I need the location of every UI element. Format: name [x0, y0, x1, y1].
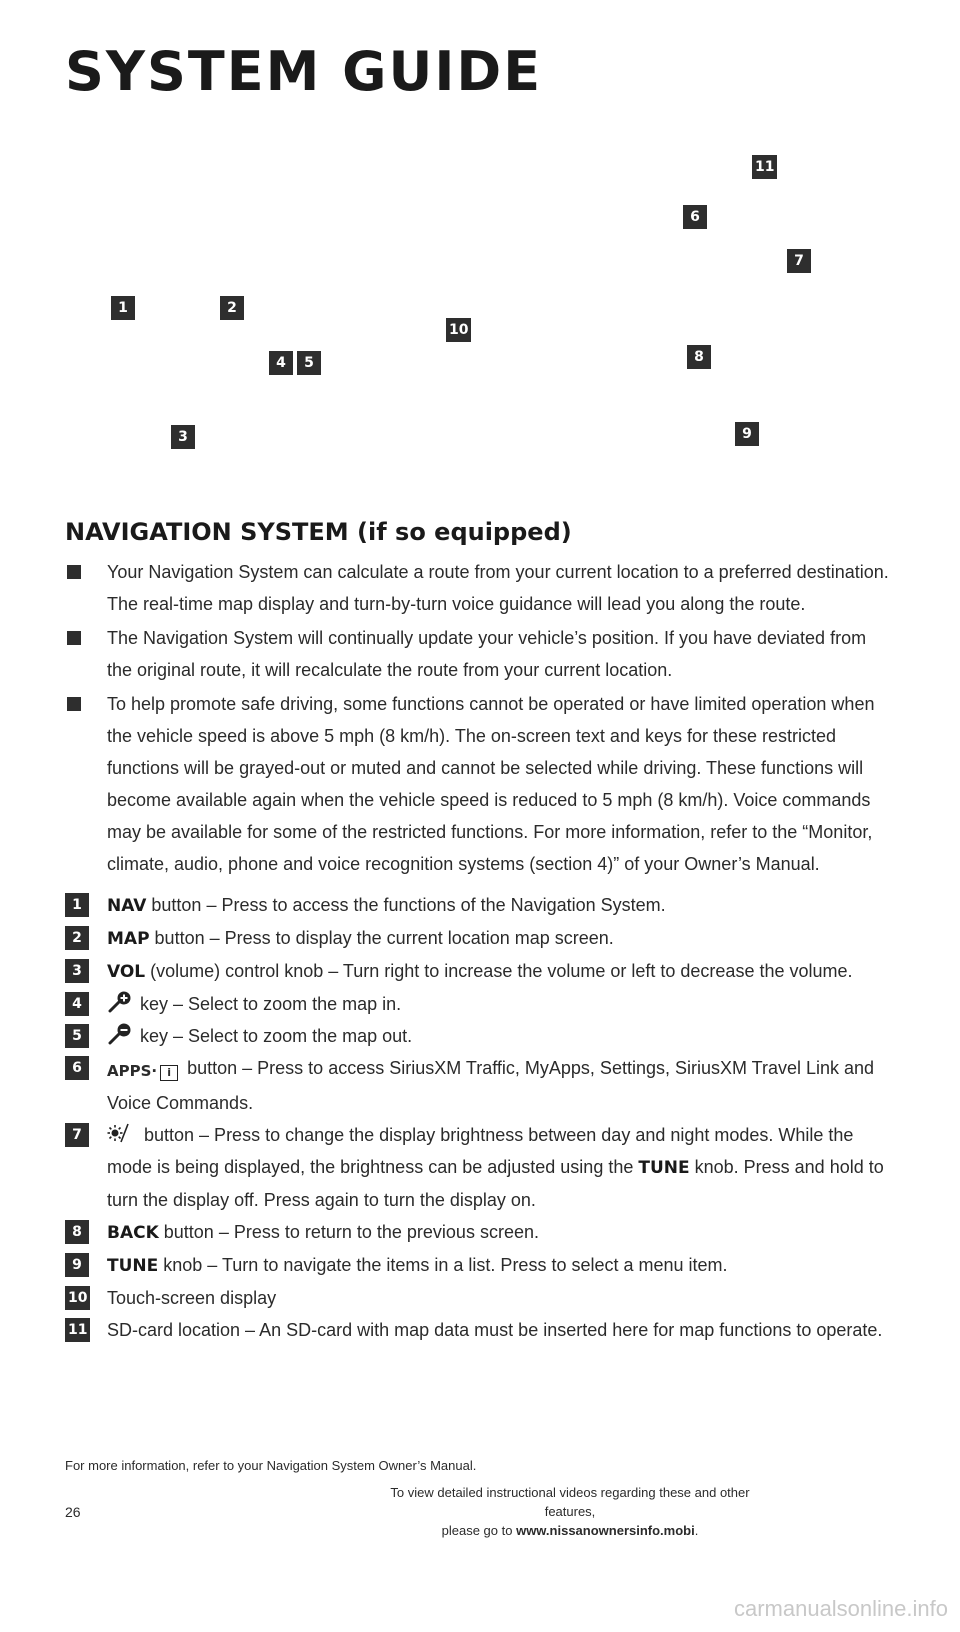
callout-10: 10 — [446, 318, 471, 342]
bullet-square-icon — [67, 631, 81, 645]
apps-info-icon: APPS· i — [107, 1055, 178, 1087]
control-item-apps: 6 APPS· i button – Press to access SiriusXM Traffic, MyApps, Settings, SiriusXM Travel Link and Voice Commands. — [65, 1052, 895, 1119]
item-number: 10 — [65, 1286, 90, 1310]
website-link[interactable]: www.nissanownersinfo.mobi — [516, 1523, 695, 1538]
control-item-zoom-in: 4 key – Select to zoom the map in. — [65, 988, 895, 1020]
item-keyword: MAP — [107, 929, 150, 949]
item-keyword: TUNE — [638, 1158, 690, 1178]
item-number: 7 — [65, 1123, 89, 1147]
control-item-zoom-out: 5 key – Select to zoom the map out. — [65, 1020, 895, 1052]
day-night-icon — [107, 1122, 137, 1144]
page-title: SYSTEM GUIDE — [65, 40, 543, 103]
bullet-item: The Navigation System will continually update your vehicle’s position. If you have deviated from the original route, it will recalculate the route from your current location. — [65, 622, 895, 686]
bullet-square-icon — [67, 697, 81, 711]
callout-2: 2 — [220, 296, 244, 320]
item-number: 11 — [65, 1318, 90, 1342]
bullet-square-icon — [67, 565, 81, 579]
callout-6: 6 — [683, 205, 707, 229]
callout-11: 11 — [752, 155, 777, 179]
control-item-sd-card: 11 SD-card location – An SD-card with map data must be inserted here for map functions to operate. — [65, 1314, 895, 1346]
item-number: 4 — [65, 992, 89, 1016]
callout-9: 9 — [735, 422, 759, 446]
control-item-nav: 1 NAV button – Press to access the functions of the Navigation System. — [65, 889, 895, 922]
video-note: To view detailed instructional videos regarding these and other features, please go to www.nissanownersinfo.mobi. — [390, 1485, 750, 1538]
controls-figure — [60, 150, 900, 490]
item-keyword: NAV — [107, 896, 147, 916]
item-number: 9 — [65, 1253, 89, 1277]
callout-3: 3 — [171, 425, 195, 449]
item-number: 5 — [65, 1024, 89, 1048]
control-list — [65, 889, 895, 1346]
callout-8: 8 — [687, 345, 711, 369]
page-number: 26 — [65, 1504, 81, 1520]
control-item-back: 8 BACK button – Press to return to the previous screen. — [65, 1216, 895, 1249]
watermark: carmanualsonline.info — [733, 1596, 948, 1621]
item-number: 8 — [65, 1220, 89, 1244]
item-keyword: VOL — [107, 962, 146, 982]
callout-4: 4 — [269, 351, 293, 375]
zoom-out-icon — [107, 1023, 133, 1045]
section-heading: NAVIGATION SYSTEM (if so equipped) — [65, 518, 572, 546]
control-item-vol: 3 VOL (volume) control knob – Turn right to increase the volume or left to decrease the volume. — [65, 955, 895, 988]
item-keyword: BACK — [107, 1223, 159, 1243]
callout-1: 1 — [111, 296, 135, 320]
item-number: 6 — [65, 1056, 89, 1080]
control-item-touchscreen: 10 Touch-screen display — [65, 1282, 895, 1314]
bullet-item: To help promote safe driving, some functions cannot be operated or have limited operation when the vehicle speed is above 5 mph (8 km/h). The on-screen text and keys for these restricted functions will be grayed-out or muted and cannot be selected while driving. These functions will become available again when the vehicle speed is reduced to 5 mph (8 km/h). Voice commands may be available for some of the restricted functions. For more information, refer to the “Monitor, climate, audio, phone and voice recognition systems (section 4)” of your Owner’s Manual. — [65, 688, 895, 880]
callout-5: 5 — [297, 351, 321, 375]
item-keyword: TUNE — [107, 1256, 159, 1276]
bullet-list — [65, 556, 895, 882]
callout-7: 7 — [787, 249, 811, 273]
item-number: 3 — [65, 959, 89, 983]
item-number: 1 — [65, 893, 89, 917]
control-item-day-night: 7 button – Press to change the display brightness between day and night modes. While the mode is being displayed, the brightness can be adjusted using the TUNE knob. Press and hold to turn the display off. Press again to turn the display on. — [65, 1119, 895, 1216]
zoom-in-icon — [107, 991, 133, 1013]
item-number: 2 — [65, 926, 89, 950]
bullet-item: Your Navigation System can calculate a route from your current location to a preferred destination. The real-time map display and turn-by-turn voice guidance will lead you along the route. — [65, 556, 895, 620]
footnote: For more information, refer to your Navigation System Owner’s Manual. — [65, 1458, 477, 1473]
control-item-tune: 9 TUNE knob – Turn to navigate the items in a list. Press to select a menu item. — [65, 1249, 895, 1282]
control-item-map: 2 MAP button – Press to display the current location map screen. — [65, 922, 895, 955]
